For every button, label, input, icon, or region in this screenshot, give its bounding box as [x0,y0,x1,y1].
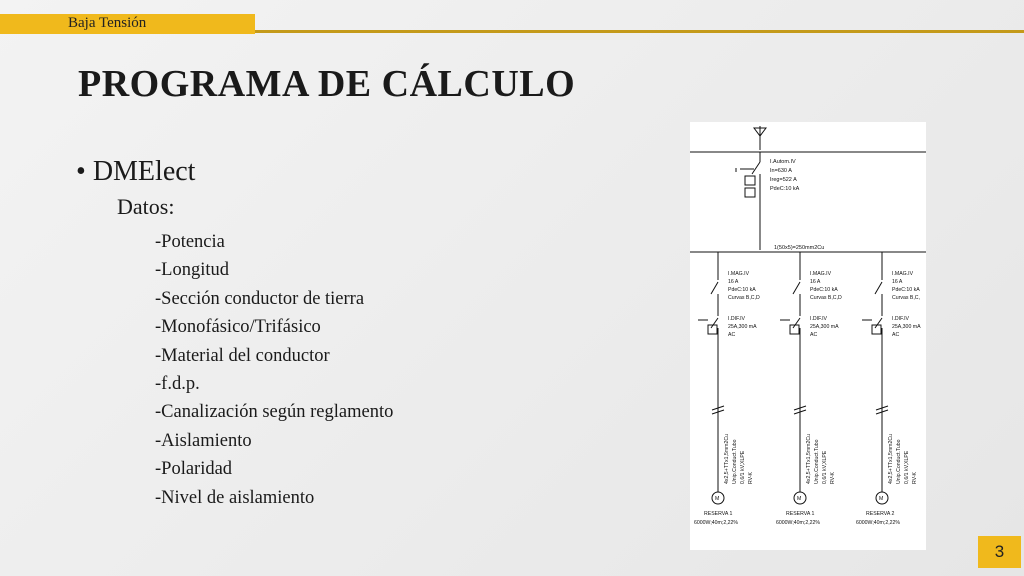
header-tab [0,14,255,34]
main-breaker-label: PdeC:10 kA [770,186,800,192]
circuit-1-differential-label: I.DIF.IV [728,316,746,322]
circuit-3-cable-label: Unip.Conduct.Tubo [896,439,902,484]
circuit-2-differential-label: 25A,300 mA [810,324,839,330]
circuit-1-breaker-label: 16 A [728,279,739,285]
circuit-2-differential-label: I.DIF.IV [810,316,828,322]
datos-list [155,228,393,512]
list-item: -Canalización según reglamento [155,402,394,423]
circuit-1-differential-label: AC [728,332,736,338]
circuit-1-motor-label: M [715,496,720,502]
circuit-2-differential-label: AC [810,332,818,338]
list-item: -Material del conductor [155,345,330,366]
list-item: -Monofásico/Trifásico [155,317,321,338]
page-number: 3 [978,536,1021,568]
circuit-1-rating: 6000W;40m;2,22% [694,520,739,526]
circuit-1-cable-label: 4x2,5+TTx1,5mm2Cu [724,433,730,484]
circuit-2-cable-label: RV-K [830,471,836,484]
circuit-1-cable-label: 0,6/1 kV,XLPE [740,450,746,484]
page-title: PROGRAMA DE CÁLCULO [78,63,576,105]
list-item: -Longitud [155,260,229,281]
main-breaker-label: I.Autom.IV [770,159,796,165]
circuit-1-breaker-label: PdeC:10 kA [728,287,756,293]
single-line-diagram [690,122,926,550]
circuit-3-differential-label: 25A,300 mA [892,324,921,330]
circuit-3-name: RESERVA 2 [866,511,895,517]
circuit-3-drop [862,252,888,504]
circuit-3-cable-label: 4x2,5+TTx1,5mm2Cu [888,433,894,484]
circuit-2-breaker-label: I.MAG.IV [810,271,832,277]
datos-heading: Datos: [117,194,175,219]
circuit-2-breaker-label: 16 A [810,279,821,285]
list-item: -Polaridad [155,459,233,480]
list-item: -Sección conductor de tierra [155,288,365,309]
main-breaker-contact [752,162,760,174]
circuit-1-cable-label: Unip.Conduct.Tubo [732,439,738,484]
main-breaker-label: Ireg=522 A [770,177,797,183]
list-item: -Potencia [155,232,225,252]
circuit-3-differential-label: AC [892,332,900,338]
circuit-1-cable-label: RV-K [748,471,754,484]
circuit-1-drop [698,252,724,504]
circuit-2-name: RESERVA 1 [786,511,815,517]
circuit-1-breaker-label: Curvas B,C,D [728,295,760,301]
circuit-1-differential-label: 25A,300 mA [728,324,757,330]
circuit-3-motor-label: M [879,496,884,502]
busbar-label: 1(50x5)=250mm2Cu [774,245,825,251]
circuit-2-cable-label: Unip.Conduct.Tubo [814,439,820,484]
list-item: -Nivel de aislamiento [155,487,315,508]
circuit-2-motor-label: M [797,496,802,502]
bullet-item [76,156,195,188]
circuit-1-breaker-label: I.MAG.IV [728,271,750,277]
circuit-2-drop [780,252,806,504]
list-item: -f.d.p. [155,373,200,394]
bullet-marker: • [76,156,86,187]
list-item: -Aislamiento [155,430,252,451]
circuit-2-breaker-label: Curvas B,C,D [810,295,842,301]
circuit-2-cable-label: 0,6/1 kV,XLPE [822,450,828,484]
circuit-2-cable-label: 4x2,5+TTx1,5mm2Cu [806,433,812,484]
circuit-3-breaker-label: Curvas B,C, [892,295,920,301]
circuit-3-cable-label: 0,6/1 kV,XLPE [904,450,910,484]
circuit-3-cable-label: RV-K [912,471,918,484]
main-breaker-label: In=630 A [770,168,792,174]
circuit-2-breaker-label: PdeC:10 kA [810,287,838,293]
bullet-text: DMElect [92,156,196,187]
circuit-3-differential-label: I.DIF.IV [892,316,910,322]
circuit-3-breaker-label: PdeC:10 kA [892,287,920,293]
section-label: Baja Tensión [68,15,147,31]
circuit-2-rating: 6000W;40m;2,22% [776,520,821,526]
circuit-3-breaker-label: 16 A [892,279,903,285]
circuit-3-breaker-label: I.MAG.IV [892,271,914,277]
circuit-3-rating: 6000W;40m;2,22% [856,520,901,526]
circuit-1-name: RESERVA 1 [704,511,733,517]
